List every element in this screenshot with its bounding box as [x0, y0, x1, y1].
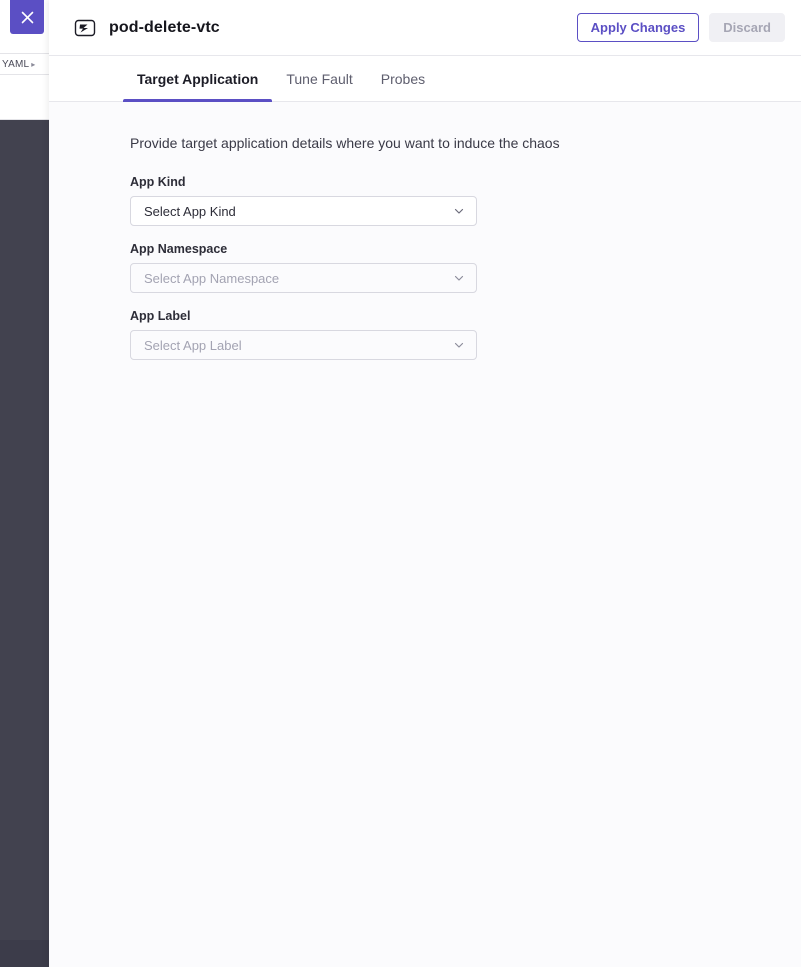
app-label-value: Select App Label	[144, 337, 242, 353]
chevron-down-icon	[453, 339, 465, 351]
background-canvas-inner	[0, 120, 49, 940]
apply-changes-button[interactable]: Apply Changes	[577, 13, 700, 42]
discard-button[interactable]: Discard	[709, 13, 785, 42]
field-app-namespace	[130, 242, 801, 293]
chaos-experiment-icon	[72, 15, 98, 41]
tab-probes[interactable]: Probes	[367, 56, 439, 101]
tab-tune-fault[interactable]: Tune Fault	[272, 56, 366, 101]
tab-target-application[interactable]: Target Application	[123, 56, 272, 101]
tab-bar	[49, 56, 801, 102]
background-subbar	[0, 75, 49, 120]
chevron-right-icon: ▸	[31, 59, 36, 69]
app-label-select[interactable]	[130, 330, 477, 360]
chevron-down-icon	[453, 272, 465, 284]
background-canvas	[0, 120, 49, 967]
background-yaml-toggle[interactable]	[0, 53, 49, 75]
field-app-kind	[130, 175, 801, 226]
field-app-label	[130, 309, 801, 360]
app-kind-select[interactable]	[130, 196, 477, 226]
app-kind-label: App Kind	[130, 175, 186, 189]
app-namespace-value: Select App Namespace	[144, 270, 280, 286]
yaml-label: YAML	[2, 58, 30, 70]
fault-configuration-drawer	[49, 0, 801, 967]
page-title: pod-delete-vtc	[109, 18, 220, 36]
app-namespace-label: App Namespace	[130, 242, 228, 256]
app-label-label: App Label	[130, 309, 191, 323]
app-namespace-select[interactable]	[130, 263, 477, 293]
background-page	[0, 0, 49, 967]
drawer-header	[49, 0, 801, 56]
panel-description: Provide target application details where you want to induce the chaos	[130, 135, 560, 151]
close-drawer-button[interactable]	[10, 0, 44, 34]
chevron-down-icon	[453, 205, 465, 217]
target-application-panel	[49, 102, 801, 967]
close-icon	[21, 11, 34, 24]
header-actions	[577, 13, 785, 42]
app-kind-value: Select App Kind	[144, 203, 236, 219]
